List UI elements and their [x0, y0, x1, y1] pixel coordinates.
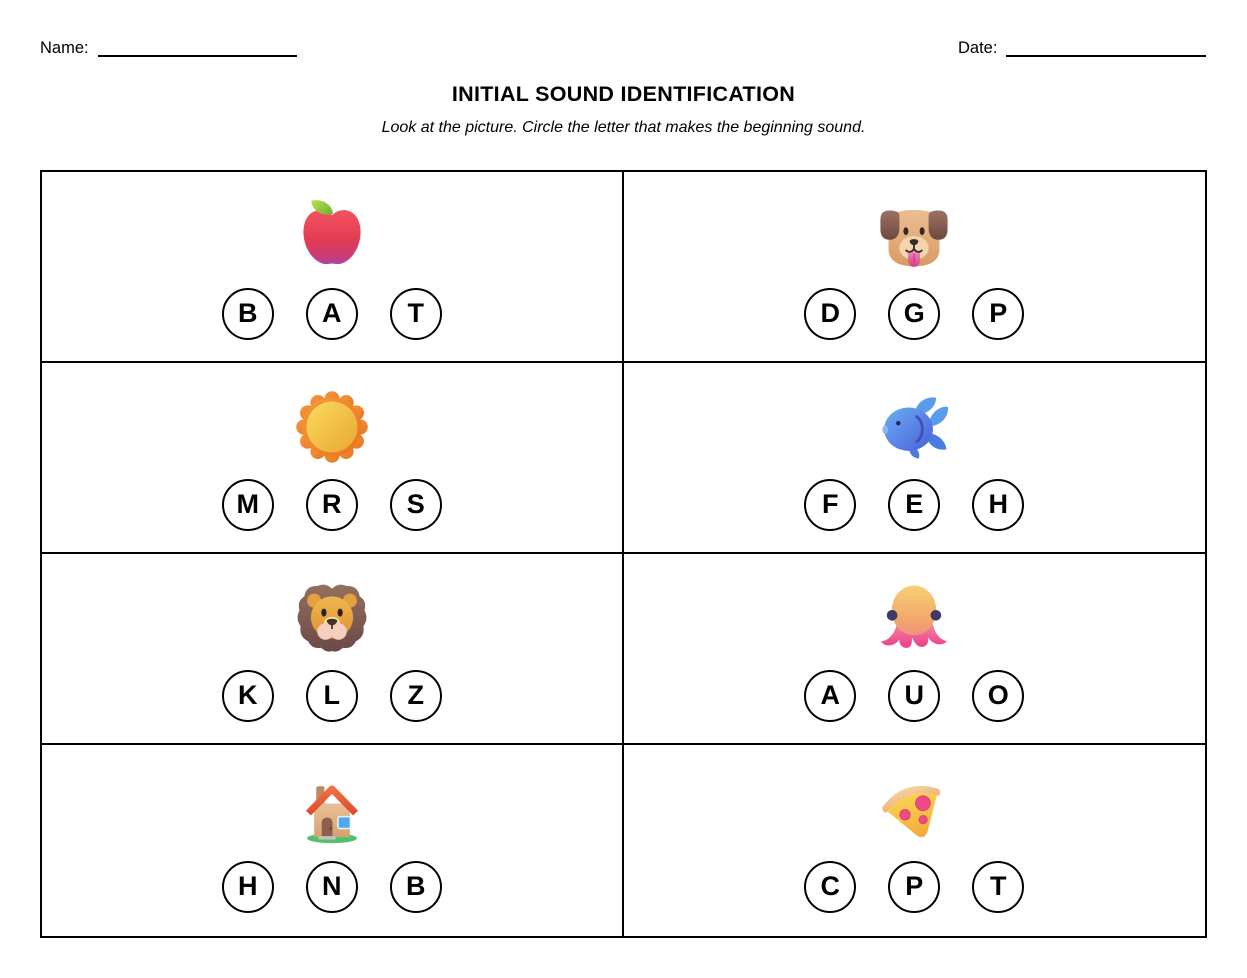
letter-options	[222, 861, 442, 913]
dog-icon	[875, 197, 953, 275]
letter-option[interactable]: A	[306, 288, 358, 340]
letter-options	[804, 670, 1024, 722]
house-icon	[293, 770, 371, 848]
letter-option[interactable]: K	[222, 670, 274, 722]
date-field-line[interactable]	[1006, 55, 1206, 57]
letter-options	[222, 479, 442, 531]
letter-option[interactable]: Z	[390, 670, 442, 722]
cell-sun	[42, 363, 624, 554]
name-label: Name:	[40, 39, 89, 57]
pizza-icon	[875, 770, 953, 848]
letter-option[interactable]: P	[888, 861, 940, 913]
letter-option[interactable]: A	[804, 670, 856, 722]
cell-house	[42, 745, 624, 936]
page-title: INITIAL SOUND IDENTIFICATION	[451, 82, 796, 106]
letter-option[interactable]: H	[222, 861, 274, 913]
sun-icon	[293, 388, 371, 466]
letter-option[interactable]: B	[222, 288, 274, 340]
letter-option[interactable]: P	[972, 288, 1024, 340]
letter-option[interactable]: N	[306, 861, 358, 913]
letter-option[interactable]: L	[306, 670, 358, 722]
letter-option[interactable]: M	[222, 479, 274, 531]
cell-lion	[42, 554, 624, 745]
instructions-text: Look at the picture. Circle the letter that makes the beginning sound.	[381, 119, 866, 136]
letter-option[interactable]: B	[390, 861, 442, 913]
letter-options	[222, 288, 442, 340]
fish-icon	[875, 388, 953, 466]
letter-option[interactable]: R	[306, 479, 358, 531]
octopus-icon	[875, 579, 953, 657]
letter-option[interactable]: E	[888, 479, 940, 531]
letter-option[interactable]: S	[390, 479, 442, 531]
cell-dog	[624, 172, 1206, 363]
letter-option[interactable]: T	[972, 861, 1024, 913]
cell-pizza	[624, 745, 1206, 936]
letter-options	[804, 479, 1024, 531]
letter-options	[804, 288, 1024, 340]
letter-option[interactable]: T	[390, 288, 442, 340]
worksheet-grid	[40, 170, 1207, 938]
letter-option[interactable]: O	[972, 670, 1024, 722]
letter-options	[804, 861, 1024, 913]
letter-option[interactable]: H	[972, 479, 1024, 531]
lion-icon	[293, 579, 371, 657]
name-field-line[interactable]	[98, 55, 297, 57]
letter-option[interactable]: F	[804, 479, 856, 531]
cell-apple	[42, 172, 624, 363]
cell-octopus	[624, 554, 1206, 745]
letter-option[interactable]: G	[888, 288, 940, 340]
date-label: Date:	[958, 39, 998, 57]
cell-fish	[624, 363, 1206, 554]
letter-options	[222, 670, 442, 722]
letter-option[interactable]: U	[888, 670, 940, 722]
letter-option[interactable]: C	[804, 861, 856, 913]
letter-option[interactable]: D	[804, 288, 856, 340]
apple-icon	[293, 197, 371, 275]
